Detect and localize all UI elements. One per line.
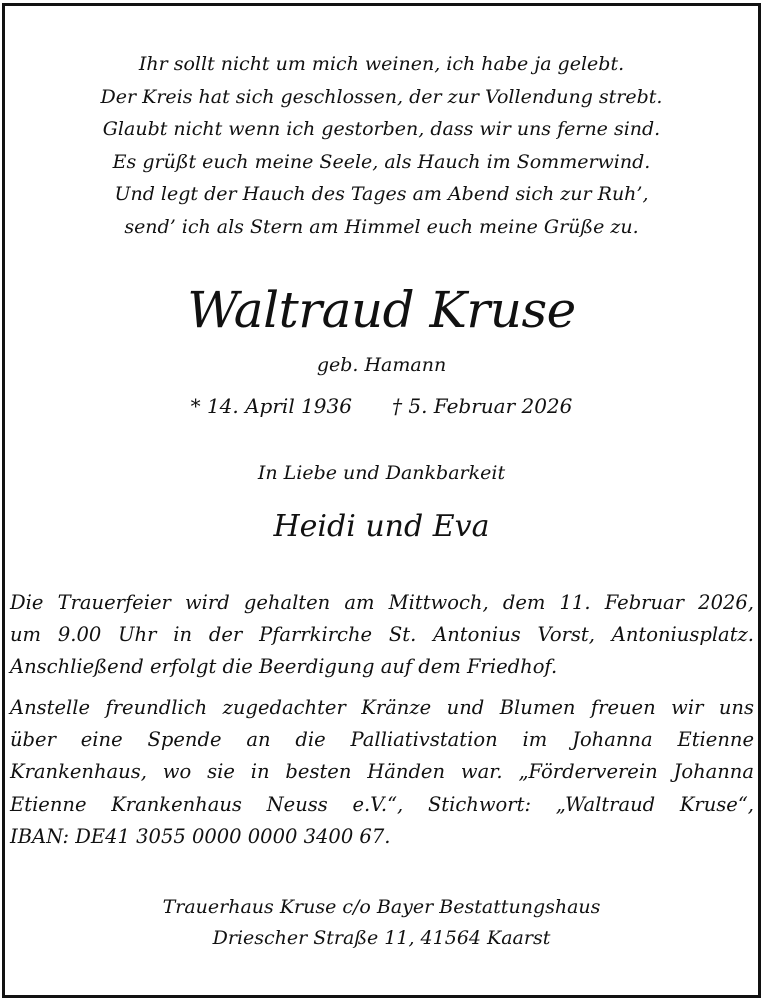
donation-line: über eine Spende an die Palliativstation im Johanna Etienne [10,728,754,752]
service-line: Die Trauerfeier wird gehalten am Mittwoch, dem 11. Februar 2026, [10,591,754,614]
mourning-address [0,892,763,954]
address-line-2: Driescher Straße 11, 41564 Kaarst [212,927,551,949]
deceased-name: Waltraud Kruse [187,281,576,339]
donation-line: IBAN: DE41 3055 0000 0000 3400 67. [10,824,391,848]
poem-line: Glaubt nicht wenn ich gestorben, dass wir uns ferne sind. [102,118,661,140]
life-dates [0,392,763,420]
donation-line: Etienne Krankenhaus Neuss e.V.“, Stichwort: „Waltraud Kruse“, [10,792,754,816]
birth-date: * 14. April 1936 [190,394,352,418]
service-line: Anschließend erfolgt die Beerdigung auf dem Friedhof. [10,655,558,679]
poem-line: send’ ich als Stern am Himmel euch meine Grüße zu. [124,215,639,238]
dedication: In Liebe und Dankbarkeit [257,462,506,484]
poem-line: Ihr sollt nicht um mich weinen, ich habe ja gelebt. [138,53,625,75]
poem [0,48,763,243]
service-line: um 9.00 Uhr in der Pfarrkirche St. Antonius Vorst, Antoniusplatz. [10,623,754,647]
address-line-1: Trauerhaus Kruse c/o Bayer Bestattungshaus [162,896,601,918]
donation-line: Anstelle freundlich zugedachter Kränze und Blumen freuen wir uns [10,696,754,719]
death-date: † 5. Februar 2026 [391,394,573,418]
donation-details [10,692,754,853]
donation-line: Krankenhaus, wo sie in besten Händen war. „Förderverein Johanna [10,760,754,784]
poem-line: Es grüßt euch meine Seele, als Hauch im Sommerwind. [112,150,651,173]
mourners: Heidi und Eva [273,509,490,544]
service-details [10,587,754,684]
poem-line: Der Kreis hat sich geschlossen, der zur Vollendung strebt. [100,85,663,108]
poem-line: Und legt der Hauch des Tages am Abend sich zur Ruh’, [114,183,649,205]
birth-name: geb. Hamann [316,354,447,376]
